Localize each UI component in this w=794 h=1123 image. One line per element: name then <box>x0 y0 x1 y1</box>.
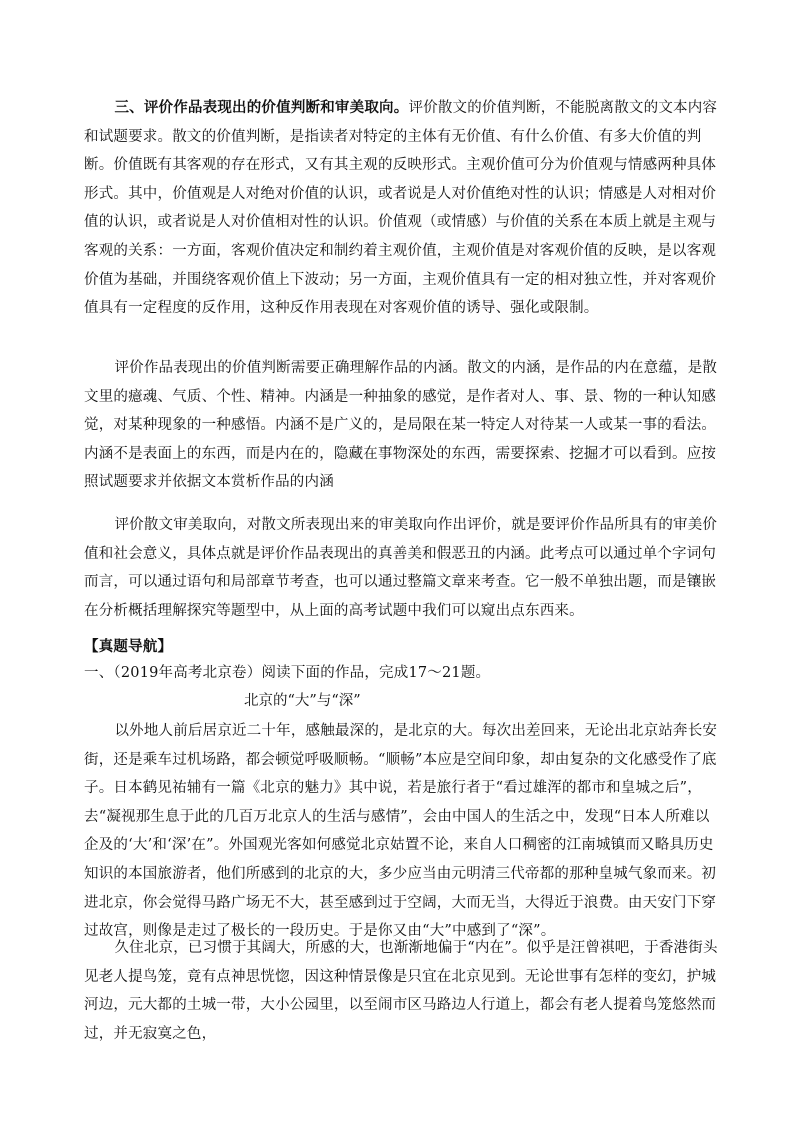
question-prompt: 一、（2019年高考北京卷）阅读下面的作品，完成17～21题。 <box>84 665 491 681</box>
article-title: 北京的“大”与“深” <box>244 693 361 709</box>
section3-paragraph <box>84 94 724 323</box>
section-heading-daohang: 【真题导航】 <box>84 638 173 655</box>
paragraph-aesthetic: 评价散文审美取向，对散文所表现出来的审美取向作出评价，就是要评价作品所具有的审美价值和社会意义，具体点就是评价作品表现出的真善美和假恶丑的内涵。此考点可以通过单个字词句而言，可以通过语句和局部章节考查，也可以通过整篇文章来考查。它一般不单独出题，而是镶嵌在分析概括理解探究等题型中，从上面的高考试题中我们可以窥出点东西来。 <box>84 517 718 619</box>
section3-heading: 三、评价作品表现出的价值判断和审美取向。 <box>114 99 409 116</box>
article-paragraph: 以外地人前后居京近二十年，感触最深的，是北京的大。每次出差回来，无论出北京站奔长安街，还是乘车过机场路，都会顿觉呼吸顺畅。“顺畅”本应是空间印象，却由复杂的文化感受作了底子。日本鹤见祐辅有一篇《北京的魅力》其中说，若是旅行者于“看过雄浑的都市和皇城之后”，去“凝视那生息于此的几百万北京人的生活与感情”，会由中国人的生活之中，发现“日本人所难以企及的‘大’和‘深’在”。外国观光客如何感觉北京姑置不论，来自人口稠密的江南城镇而又略具历史知识的本国旅游者，他们所感到的北京的大，多少应当由元明清三代帝都的那种皇城气象而来。初进北京，你会觉得马路广场无不大，甚至感到过于空阔，大而无当，大得近于浪费。由天安门下穿过故宫，则像是走过了极长的一段历史。于是你又由“大”中感到了“深”。 <box>84 723 718 940</box>
paragraph-connotation: 评价作品表现出的价值判断需要正确理解作品的内涵。散文的内涵，是作品的内在意蕴，是散文里的癔魂、气质、个性、精神。内涵是一种抽象的感觉，是作者对人、事、景、物的一种认知感觉，对某种现象的一种感悟。内涵不是广义的，是局限在某一特定人对待某一人或某一事的看法。内涵不是表面上的东西，而是内在的，隐藏在事物深处的东西，需要探索、挖掘才可以看到。应按照试题要求并依据文本赏析作品的内涵 <box>84 360 718 491</box>
section3-body: 评价散文的价值判断，不能脱离散文的文本内容和试题要求。散文的价值判断，是指读者对特定的主体有无价值、有什么价值、有多大价值的判断。价值既有其客观的存在形式，又有其主观的反映形式。主观价值可分为价值观与情感两种具体形式。其中，价值观是人对绝对价值的认识，或者说是人对价值绝对性的认识；情感是人对相对价值的认识，或者说是人对价值相对性的认识。价值观（或情感）与价值的关系在本质上就是主观与客观的关系：一方面，客观价值决定和制约着主观价值，主观价值是对客观价值的反映，是以客观价值为基础，并围绕客观价值上下波动；另一方面，主观价值具有一定的相对独立性，并对客观价值具有一定程度的反作用，这种反作用表现在对客观价值的诱导、强化或限制。 <box>84 100 718 317</box>
article-paragraph: 久住北京，已习惯于其阔大，所感的大，也渐渐地偏于“内在”。似乎是汪曾祺吧，于香港街头见老人提鸟笼，竟有点神思恍惚，因这种情景像是只宜在北京见到。无论世事有怎样的变幻，护城河边，元大都的土城一带，大小公园里，以至闹市区马路边人行道上，都会有老人提着鸟笼悠然而过，并无寂寞之色， <box>84 940 718 1042</box>
